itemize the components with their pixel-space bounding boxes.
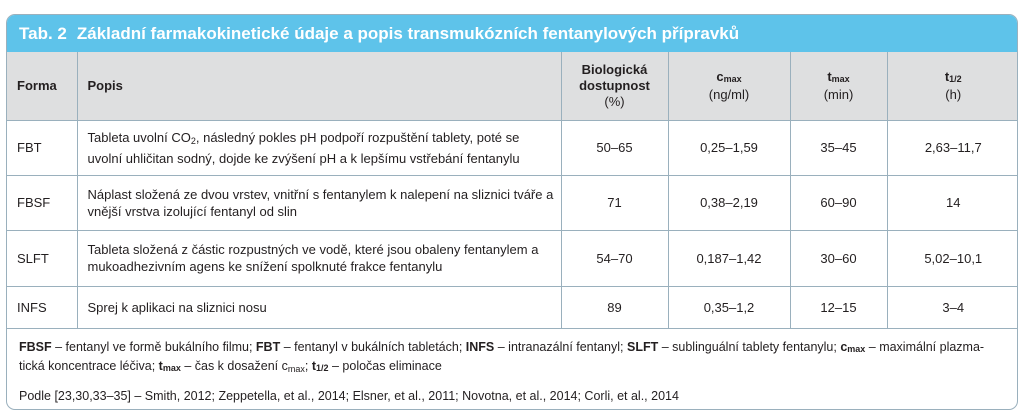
table-title-bar <box>7 15 1017 52</box>
abbr-tmax-text-end: ; <box>304 358 312 373</box>
cell-bioavailability: 89 <box>561 286 668 328</box>
abbr-thalf-text: – poločas eliminace <box>328 358 442 373</box>
table-row <box>7 175 1018 230</box>
header-tmax-sub: max <box>831 73 850 84</box>
header-tmax-base: t <box>827 68 832 84</box>
abbr-infs: INFS <box>465 339 495 354</box>
cell-cmax: 0,187–1,42 <box>668 230 790 286</box>
abbr-slft-text: – sublinguální tablety fentanylu; <box>658 339 841 354</box>
cell-thalf: 2,63–11,7 <box>887 120 1018 175</box>
table-title: Základní farmakokinetické údaje a popis transmukózních fentanylových přípravků <box>76 23 740 43</box>
header-cmax-base: c <box>716 68 724 84</box>
cell-thalf: 14 <box>887 175 1018 230</box>
header-popis: Popis <box>77 52 561 120</box>
abbr-tmax: t <box>158 358 163 373</box>
header-thalf-unit: (h) <box>945 86 962 102</box>
cell-popis: Sprej k aplikaci na sliznici nosu <box>77 286 561 328</box>
table-row <box>7 286 1018 328</box>
cell-thalf: 3–4 <box>887 286 1018 328</box>
header-thalf <box>887 52 1018 120</box>
abbr-fbt-text: – fentanyl v bukálních tabletách; <box>280 339 466 354</box>
abbr-cmax-sub: max <box>847 343 866 354</box>
header-cmax <box>668 52 790 120</box>
cell-forma: FBT <box>7 120 77 175</box>
cell-popis <box>77 120 561 175</box>
cell-popis: Tableta složená z částic rozpustných ve vodě, které jsou obaleny fentanylem a mukoadhezivním agens ke snížení spolknuté frakce fentanylu <box>77 230 561 286</box>
cell-cmax: 0,25–1,59 <box>668 120 790 175</box>
abbr-cmax: c <box>840 339 848 354</box>
abbr-cmax-text: – maximální plazma-tická koncentrace léčiva; <box>19 339 985 373</box>
header-bio-line1: Biologická <box>581 61 648 77</box>
abbr-fbt: FBT <box>255 339 281 354</box>
cell-tmax: 35–45 <box>790 120 887 175</box>
abbr-thalf: t <box>311 358 316 373</box>
abbr-fbsf-text: – fentanyl ve formě bukálního filmu; <box>51 339 256 354</box>
cell-thalf: 5,02–10,1 <box>887 230 1018 286</box>
table-row <box>7 230 1018 286</box>
header-bioavailability <box>561 52 668 120</box>
abbr-thalf-sub: 1/2 <box>316 362 329 373</box>
header-cmax-unit: (ng/ml) <box>708 86 750 102</box>
cell-tmax: 60–90 <box>790 175 887 230</box>
abbreviations-note <box>19 339 1005 378</box>
header-row <box>7 52 1018 120</box>
pharmacokinetics-table <box>7 52 1018 329</box>
cell-forma: INFS <box>7 286 77 328</box>
table-footnotes <box>7 329 1017 405</box>
header-cmax-sub: max <box>723 73 742 84</box>
abbr-tmax-text-sub: max <box>287 363 305 374</box>
header-bio-unit: (%) <box>604 93 625 109</box>
header-thalf-sub: 1/2 <box>949 73 962 84</box>
cell-bioavailability: 50–65 <box>561 120 668 175</box>
cell-forma: FBSF <box>7 175 77 230</box>
references-note: Podle [23,30,33–35] – Smith, 2012; Zeppetella, et al., 2014; Elsner, et al., 2011; Novotna, et al., 2014; Corli, et al., 2014 <box>19 388 679 403</box>
table-row <box>7 120 1018 175</box>
header-tmax-unit: (min) <box>823 86 854 102</box>
header-bio-line2: dostupnost <box>579 77 650 93</box>
table-number: Tab. 2 <box>19 23 67 43</box>
abbr-slft: SLFT <box>627 339 659 354</box>
abbr-tmax-sub: max <box>162 362 181 373</box>
header-forma: Forma <box>7 52 77 120</box>
cell-bioavailability: 54–70 <box>561 230 668 286</box>
abbr-infs-text: – intranazální fentanyl; <box>494 339 627 354</box>
cell-cmax: 0,38–2,19 <box>668 175 790 230</box>
header-thalf-base: t <box>944 68 950 84</box>
popis-text: Tableta uvolní CO <box>87 129 191 145</box>
cell-tmax: 12–15 <box>790 286 887 328</box>
popis-text: , následný pokles pH podpoří rozpuštění tablety, poté se uvolní uhličitan sodný, dojde ke zvýšení pH a k lepšímu vstřebání fentanylu <box>87 129 520 166</box>
cell-tmax: 30–60 <box>790 230 887 286</box>
cell-popis: Náplast složená ze dvou vrstev, vnitřní s fentanylem k nalepení na sliznici tváře a vnější vrstva izolující fentanyl od slin <box>77 175 561 230</box>
cell-forma: SLFT <box>7 230 77 286</box>
abbr-fbsf: FBSF <box>19 339 52 354</box>
popis-subscript: 2 <box>190 135 196 146</box>
cell-bioavailability: 71 <box>561 175 668 230</box>
abbr-tmax-text: – čas k dosažení c <box>180 358 288 373</box>
header-tmax <box>790 52 887 120</box>
table-frame <box>6 14 1018 410</box>
cell-cmax: 0,35–1,2 <box>668 286 790 328</box>
